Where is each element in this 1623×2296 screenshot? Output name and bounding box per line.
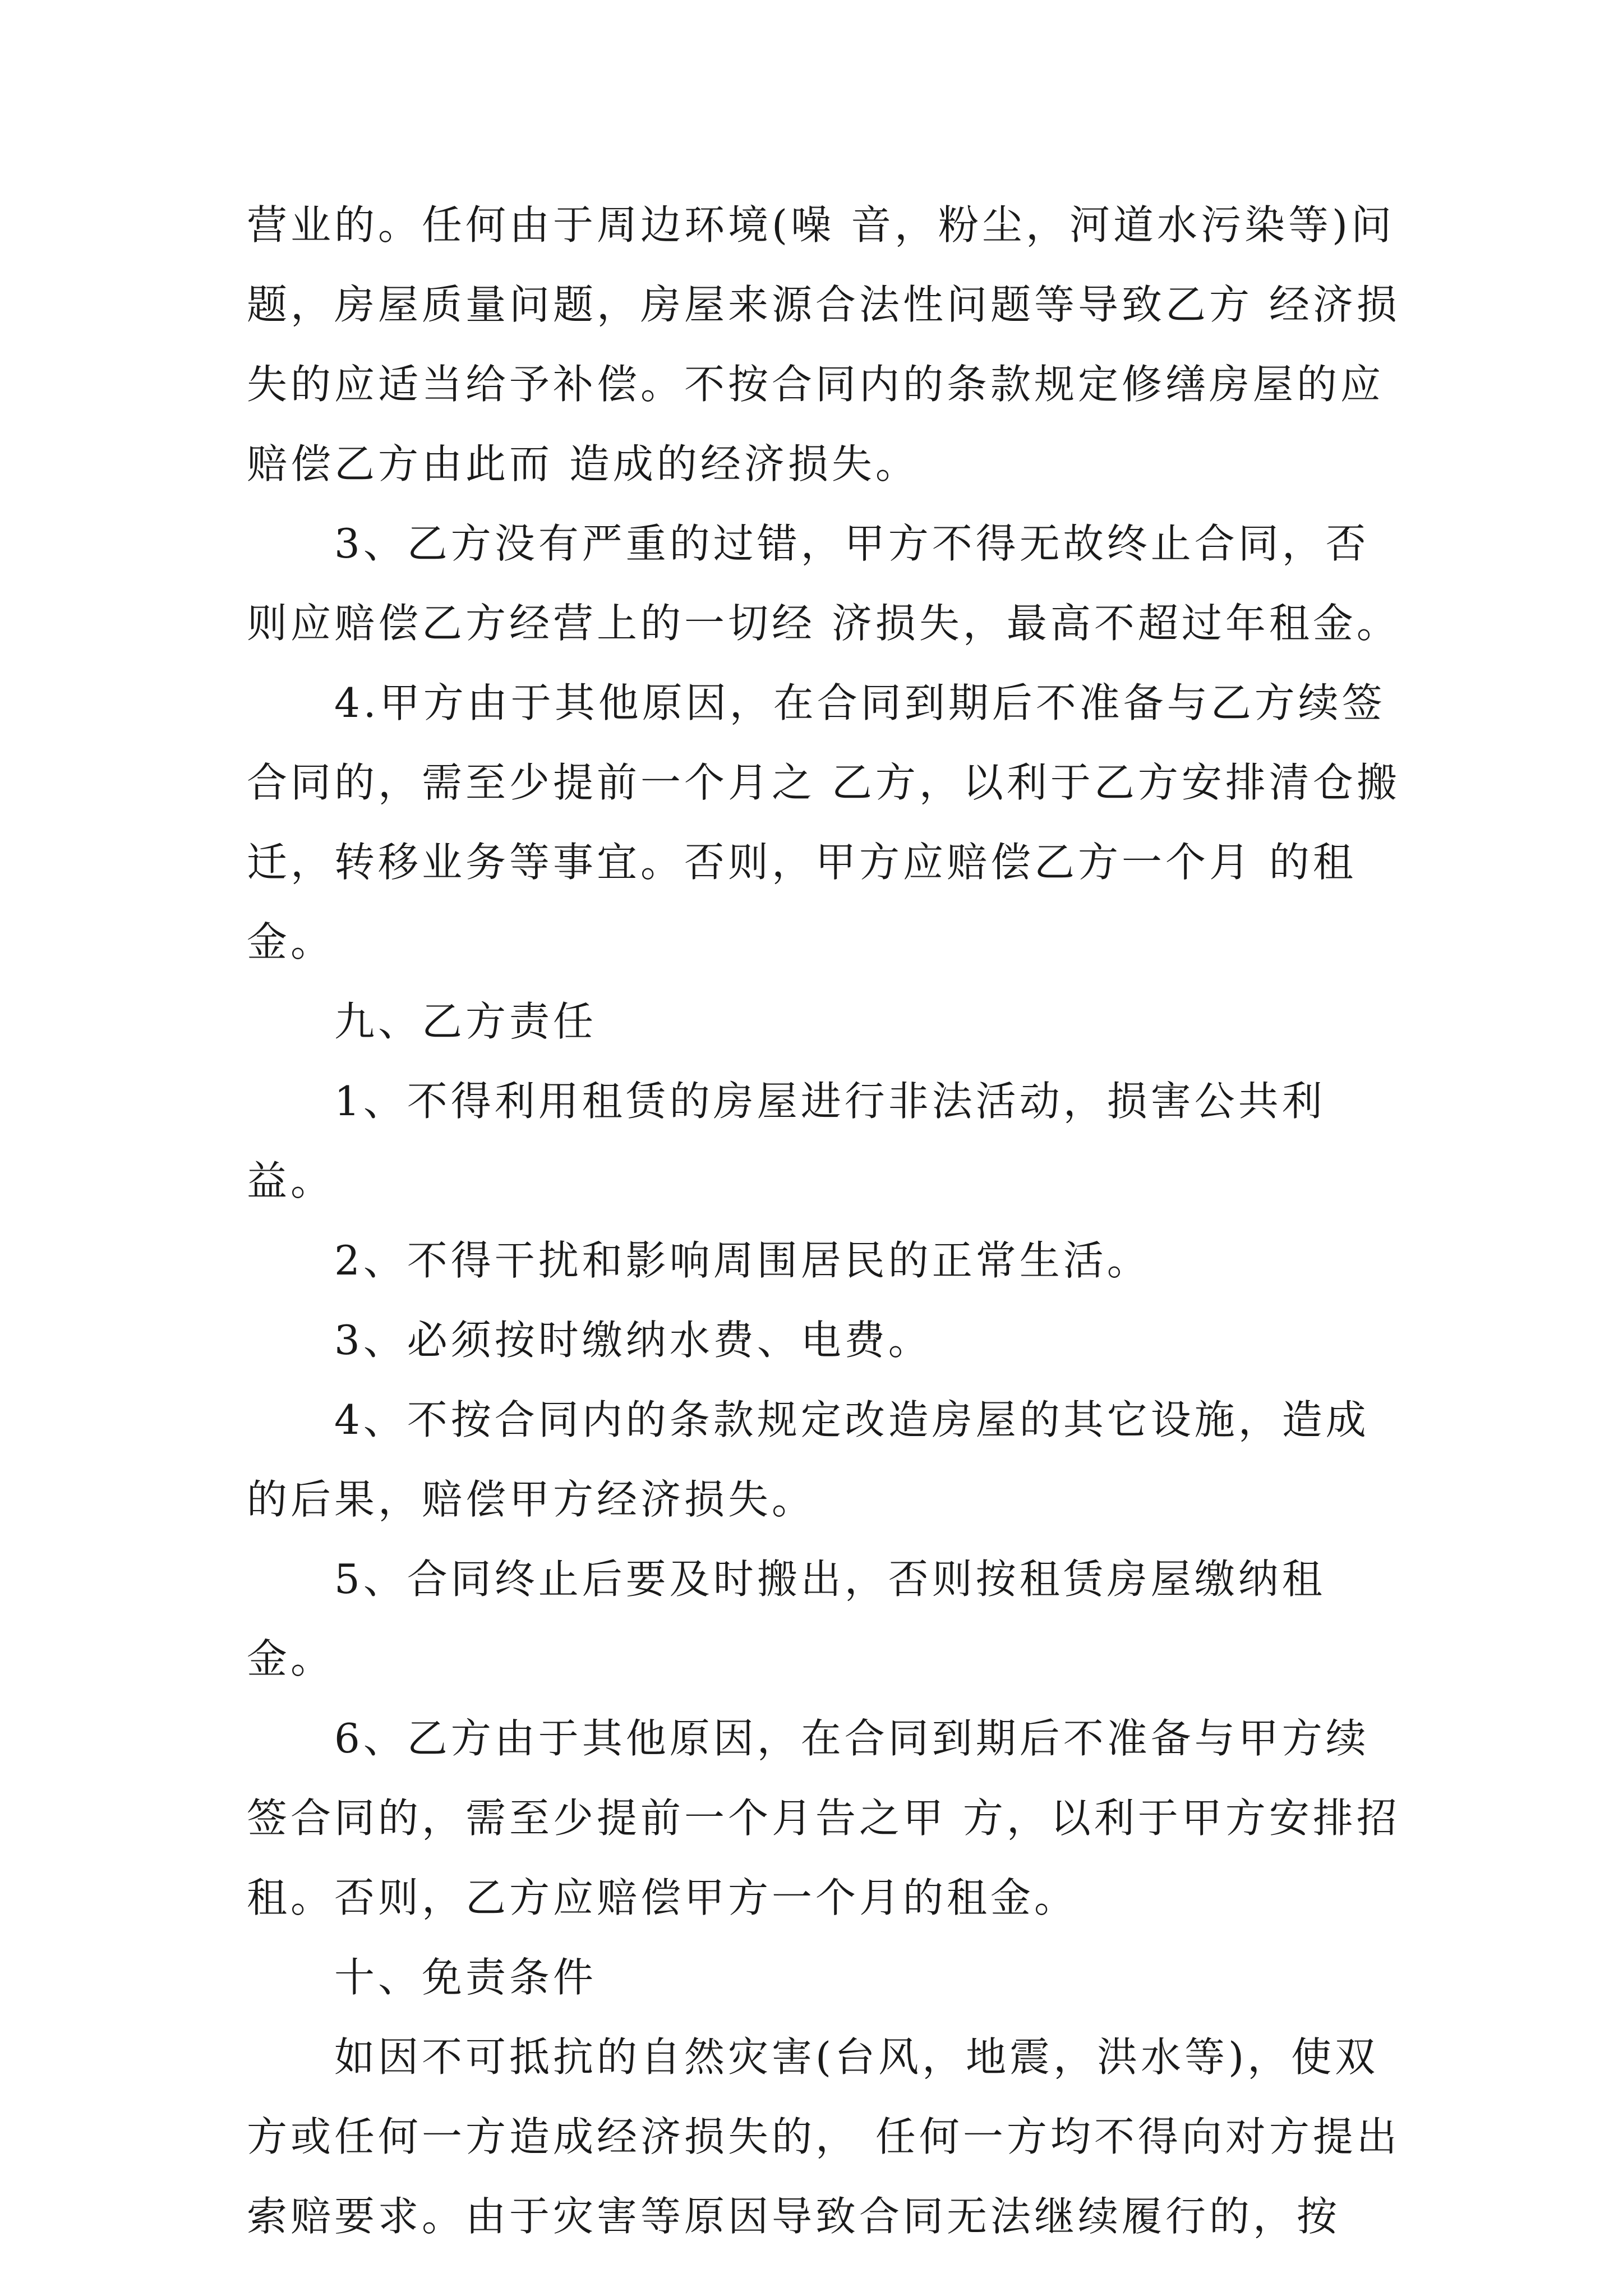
paragraph-clause-3: 3、乙方没有严重的过错，甲方不得无故终止合同，否则应赔偿乙方经营上的一切经 济损失，最高不超过年租金。 <box>247 520 1400 647</box>
paragraph-landlord-compensation: 营业的。任何由于周边环境(噪 音，粉尘，河道水污染等)问题，房屋质量问题，房屋来源合法性问题等导致乙方 经济损失的应适当给予补偿。不按合同内的条款规定修缮房屋的应赔偿乙方由此而 造成的经济损失。 <box>247 201 1400 487</box>
paragraph-b-clause-6: 6、乙方由于其他原因，在合同到期后不准备与甲方续签合同的，需至少提前一个月告之甲 方，以利于甲方安排招租。否则，乙方应赔偿甲方一个月的租金。 <box>247 1715 1400 1921</box>
document-body <box>247 185 1402 2256</box>
paragraph-b-clause-1: 1、不得利用租赁的房屋进行非法活动，损害公共利益。 <box>247 1078 1326 1204</box>
paragraph-b-clause-3: 3、必须按时缴纳水费、电费。 <box>334 1317 932 1364</box>
paragraph-exemption: 如因不可抵抗的自然灾害(台风，地震，洪水等)，使双方或任何一方造成经济损失的， 任何一方均不得向对方提出索赔要求。由于灾害等原因导致合同无法继续履行的，按 <box>247 2033 1400 2240</box>
section-heading-party-b-responsibility: 九、乙方责任 <box>334 998 597 1045</box>
paragraph-b-clause-5: 5、合同终止后要及时搬出，否则按租赁房屋缴纳租金。 <box>247 1556 1326 1682</box>
paragraph-clause-4: 4.甲方由于其他原因，在合同到期后不准备与乙方续签合同的，需至少提前一个月之 乙方，以利于乙方安排清仓搬迁，转移业务等事宜。否则，甲方应赔偿乙方一个月 的租金。 <box>247 679 1400 965</box>
section-heading-exemption: 十、免责条件 <box>334 1954 597 2001</box>
paragraph-b-clause-2: 2、不得干扰和影响周围居民的正常生活。 <box>334 1237 1151 1284</box>
paragraph-b-clause-4: 4、不按合同内的条款规定改造房屋的其它设施，造成的后果，赔偿甲方经济损失。 <box>247 1396 1370 1523</box>
